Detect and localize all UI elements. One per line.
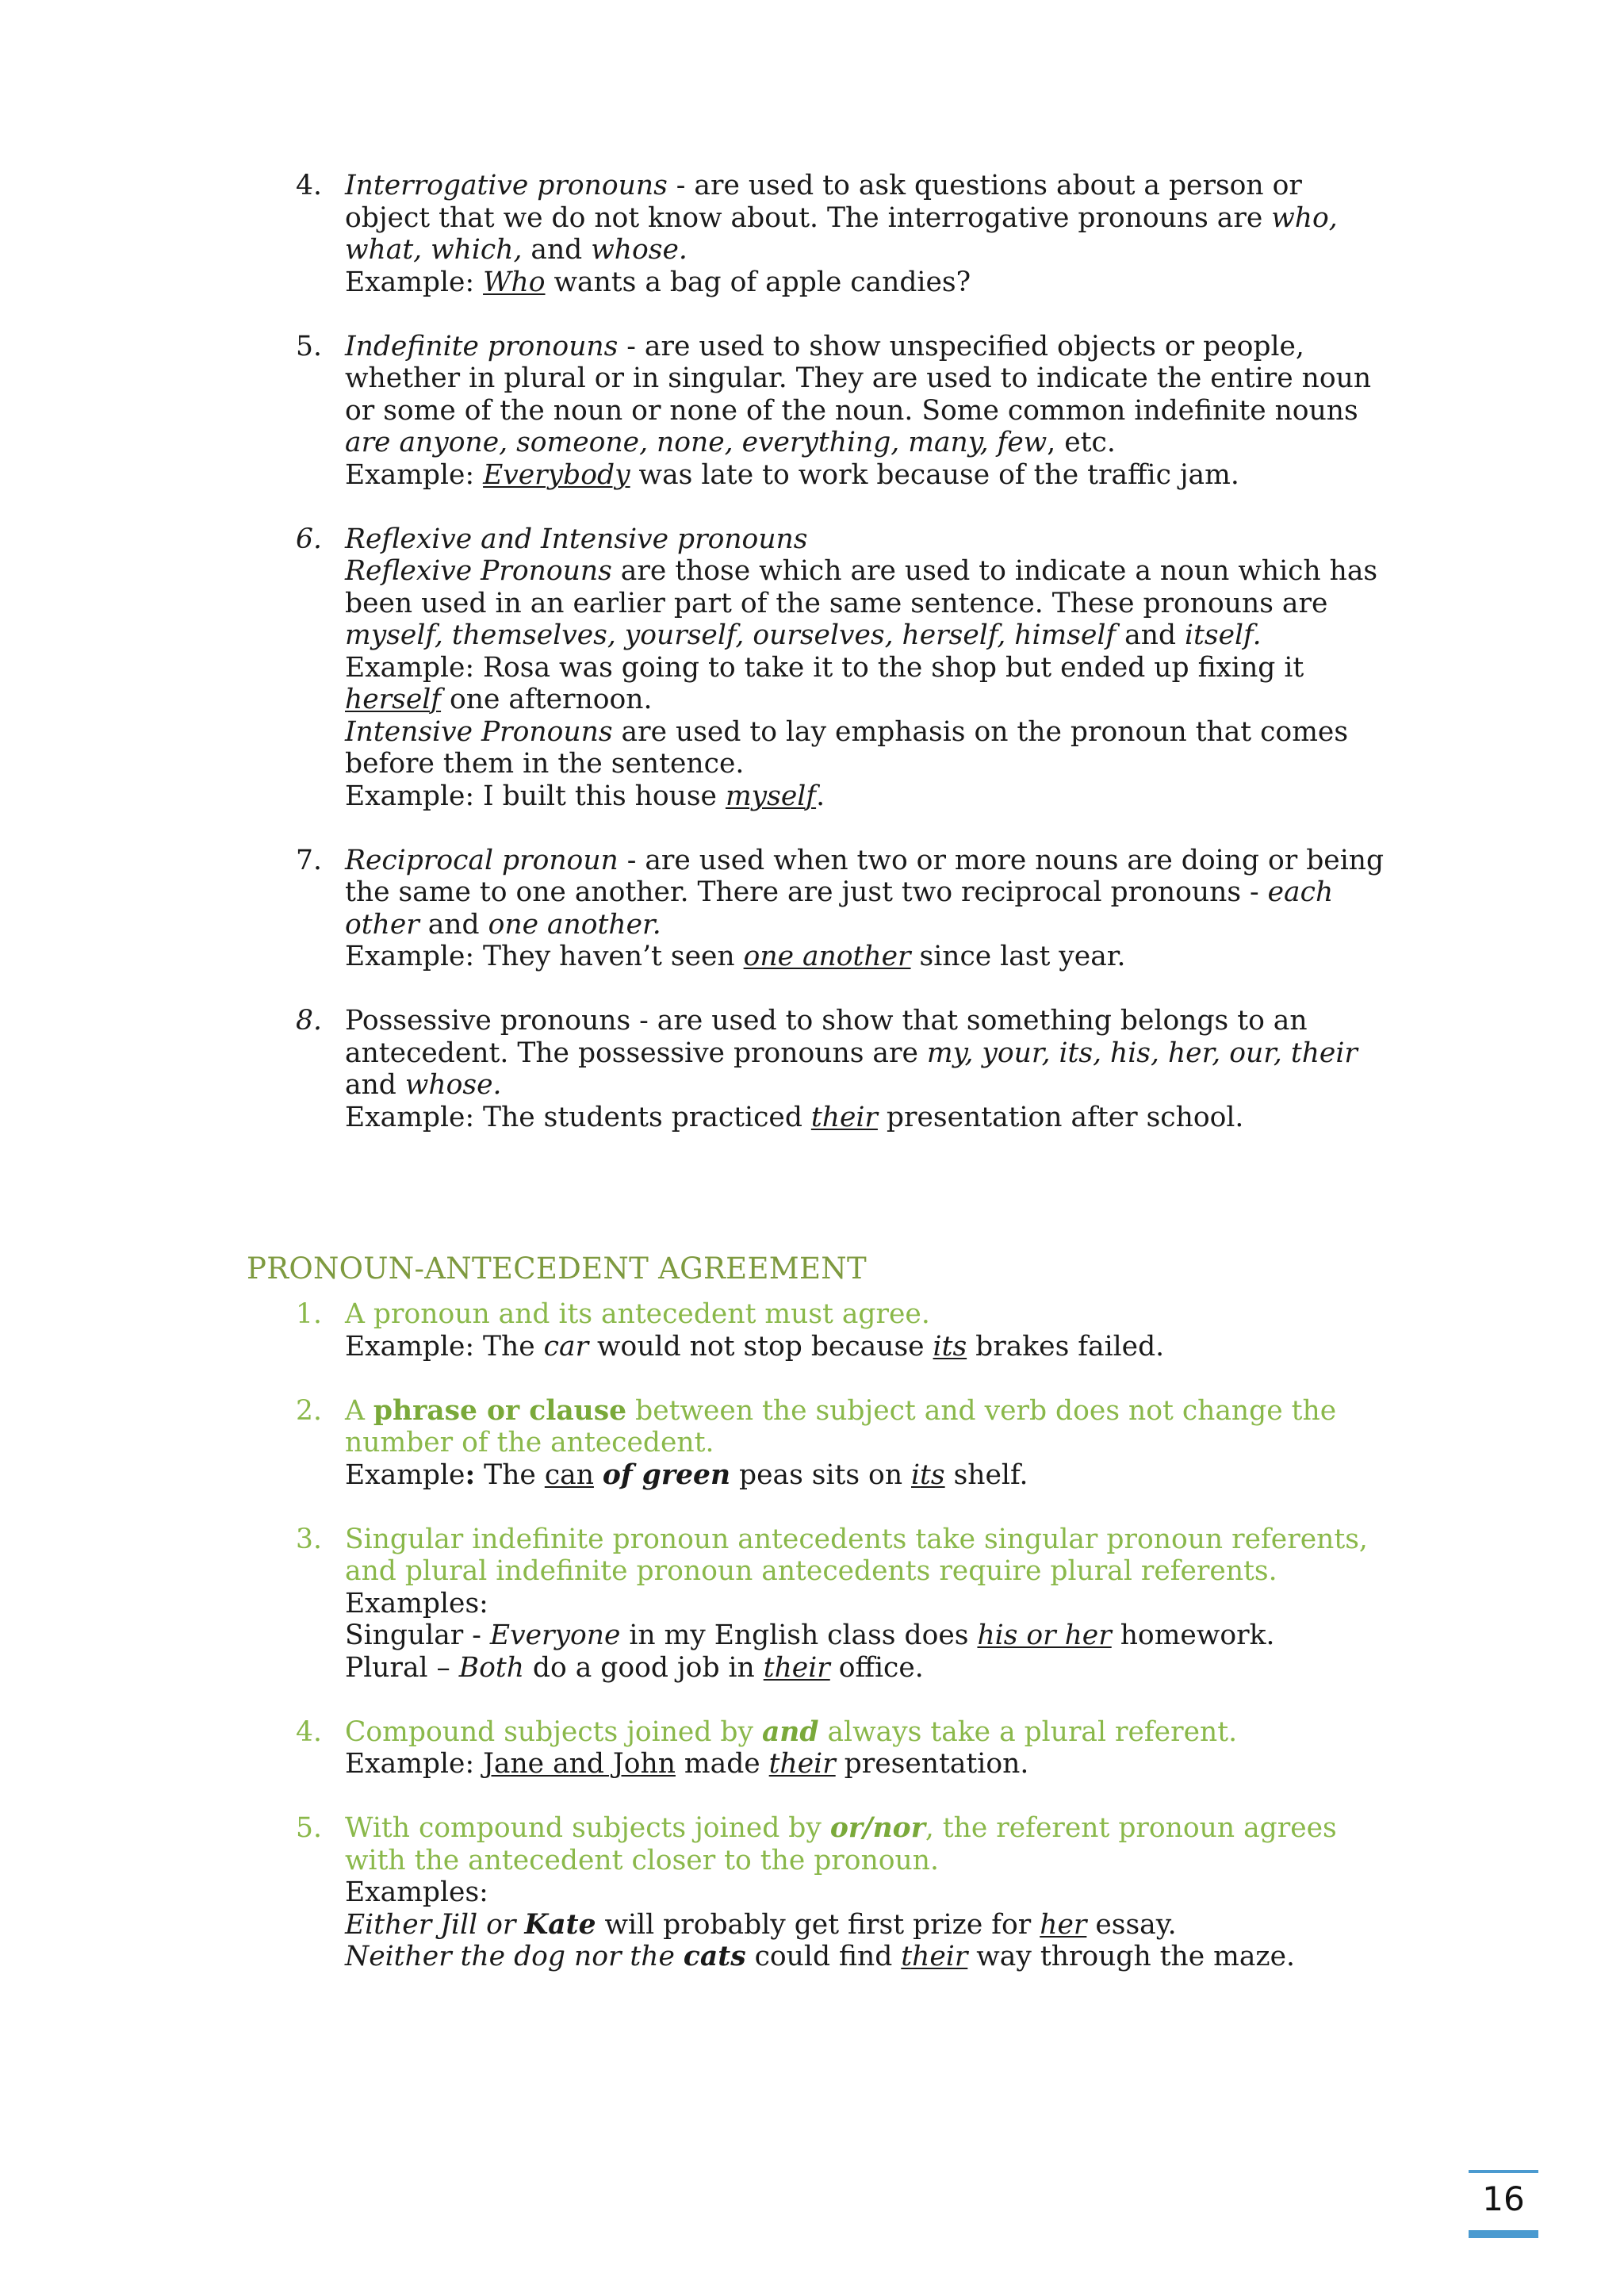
page-number-bar [1469, 2230, 1538, 2238]
rule-example: Plural – Both do a good job in their office. [345, 1651, 924, 1684]
item-definition: Reflexive Pronouns are those which are used to indicate a noun which has been used in an earlier part of the same sentence. These pronouns are myself, themselves, yourself, ourselves, herself, himself and itself. [345, 555, 1378, 651]
rule-text: With compound subjects joined by or/nor, the referent pronoun agrees with the antecedent closer to the pronoun. [345, 1812, 1337, 1876]
item-number: 8. [296, 1005, 322, 1037]
item-example: Example: I built this house myself. [345, 780, 825, 812]
item-definition: Reciprocal pronoun - are used when two or more nouns are doing or being the same to one another. There are just two reciprocal pronouns - each other and one another. [345, 844, 1385, 941]
rule-example: Neither the dog nor the cats could find their way through the maze. [345, 1941, 1295, 1972]
list-item [296, 170, 1390, 298]
page-number-box [1469, 2170, 1538, 2238]
rule-example: Example: The car would not stop because its brakes failed. [345, 1330, 1165, 1363]
rule-example: Example: The can of green peas sits on its shelf. [345, 1458, 1028, 1491]
rule-number: 2. [296, 1394, 322, 1427]
list-item [296, 331, 1390, 492]
item-example: Example: Who wants a bag of apple candies? [345, 266, 971, 298]
agreement-rules-list [296, 1298, 1390, 1973]
list-item [296, 1298, 1390, 1363]
rule-text: Compound subjects joined by and always take a plural referent. [345, 1715, 1238, 1748]
item-number: 6. [296, 523, 322, 555]
item-definition: Interrogative pronouns - are used to ask questions about a person or object that we do not know about. The interrogative pronouns are who, what, which, and whose. [345, 170, 1338, 266]
item-example: Example: Everybody was late to work because of the traffic jam. [345, 458, 1239, 491]
item-title: Reflexive and Intensive pronouns [345, 523, 808, 555]
rule-text: A phrase or clause between the subject and verb does not change the number of the antecedent. [345, 1394, 1337, 1458]
section-heading: PRONOUN-ANTECEDENT AGREEMENT [247, 1251, 867, 1286]
rule-examples-label: Examples: [345, 1587, 488, 1619]
list-item [296, 1395, 1390, 1492]
item-example: Example: The students practiced their presentation after school. [345, 1101, 1244, 1133]
rule-example: Example: Jane and John made their presentation. [345, 1748, 1029, 1780]
item-number: 4. [296, 170, 322, 201]
list-item [296, 1005, 1390, 1133]
item-example: Example: They haven’t seen one another since last year. [345, 941, 1126, 972]
item-definition: Indefinite pronouns - are used to show unspecified objects or people, whether in plural or in singular. They are used to indicate the entire noun or some of the noun or none of the noun. Some common indefinite nouns are anyone, someone, none, everything, many, few, etc. [345, 330, 1372, 458]
rule-examples-label: Examples: [345, 1876, 488, 1908]
list-item [296, 1716, 1390, 1780]
rule-text: Singular indefinite pronoun antecedents take singular pronoun referents, and plural indefinite pronoun antecedents require plural referents. [345, 1523, 1368, 1587]
rule-number: 5. [296, 1812, 322, 1844]
rule-number: 1. [296, 1298, 322, 1330]
item-definition: Intensive Pronouns are used to lay emphasis on the pronoun that comes before them in the sentence. [345, 715, 1349, 780]
rule-number: 3. [296, 1523, 322, 1555]
list-item [296, 523, 1390, 813]
rule-example: Singular - Everyone in my English class does his or her homework. [345, 1619, 1275, 1651]
page-number: 16 [1482, 2179, 1525, 2218]
list-item [296, 1524, 1390, 1685]
rule-example: Either Jill or Kate will probably get first prize for her essay. [345, 1908, 1177, 1941]
item-definition: Possessive pronouns - are used to show that something belongs to an antecedent. The possessive pronouns are my, your, its, his, her, our, their and whose. [345, 1005, 1358, 1101]
list-item [296, 1812, 1390, 1973]
pronoun-types-list [296, 170, 1390, 1133]
list-item [296, 845, 1390, 973]
item-number: 5. [296, 330, 322, 362]
item-example: Example: Rosa was going to take it to the shop but ended up fixing it herself one afternoon. [345, 651, 1304, 715]
item-number: 7. [296, 844, 322, 876]
rule-number: 4. [296, 1715, 322, 1748]
rule-text: A pronoun and its antecedent must agree. [345, 1298, 930, 1330]
